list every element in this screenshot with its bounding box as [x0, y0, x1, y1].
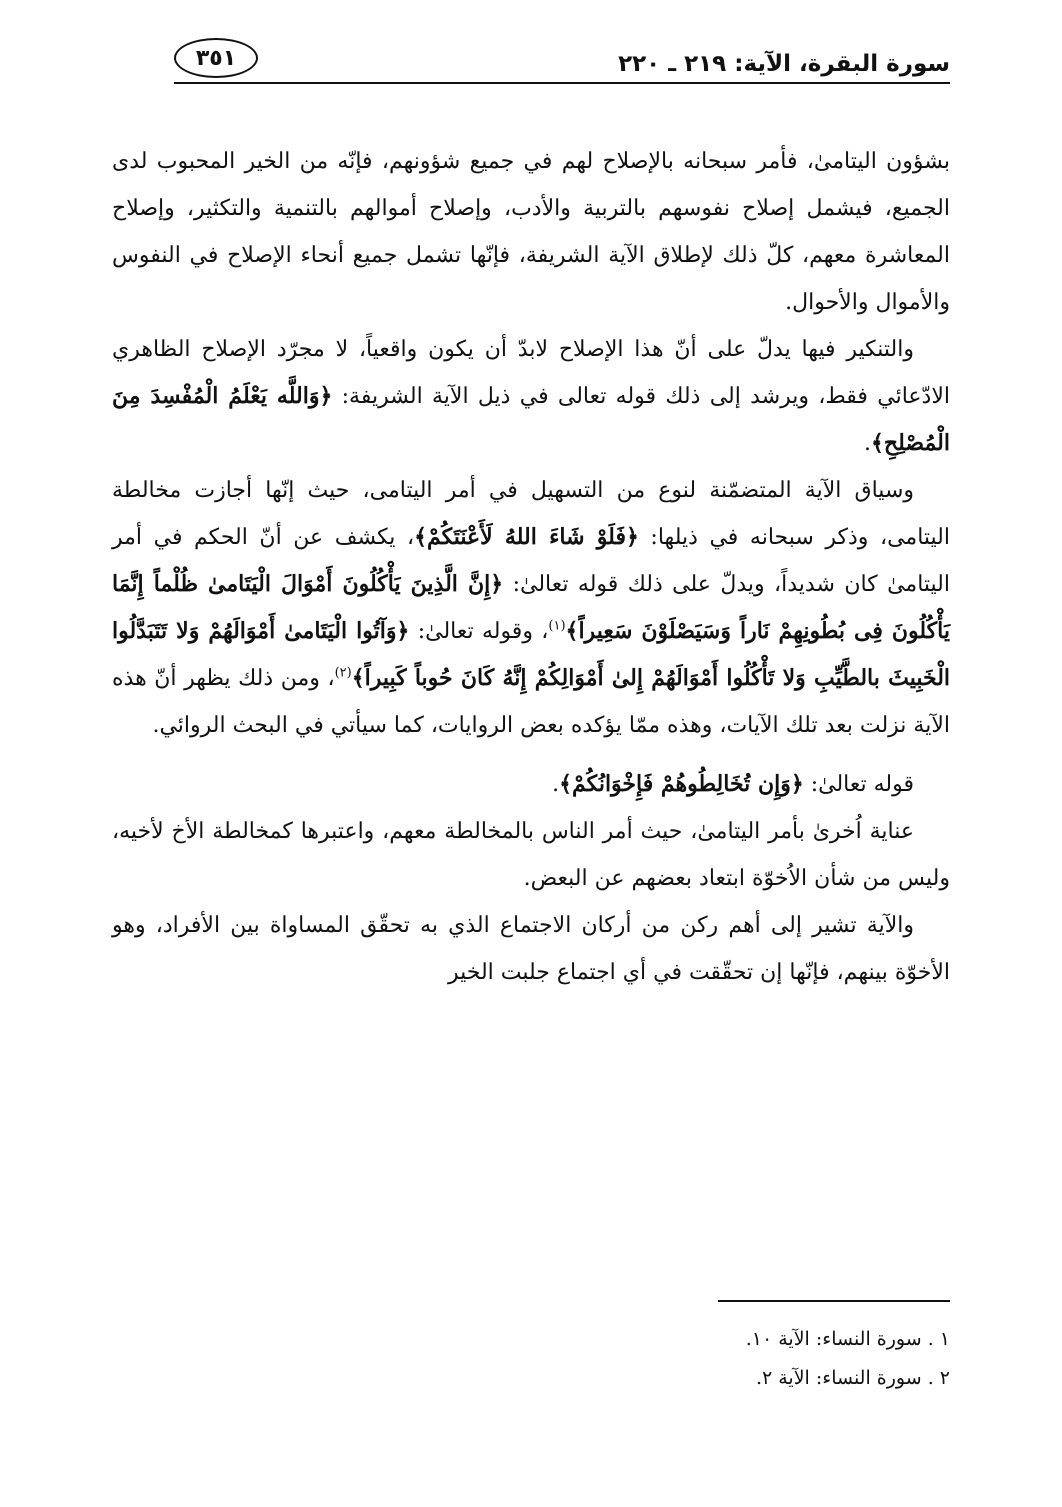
text-run: ، ومن ذلك يظهر أنّ هذه الآية نزلت بعد تلك الآيات، وهذه ممّا يؤكده بعض الروايات، كما سيأتي في البحث الروائي. [112, 666, 950, 738]
text-run: والآية تشير إلى أهم ركن من أركان الاجتماع الذي به تحقّق المساواة بين الأفراد، وهو الأخوّة بينهم، فإنّها إن تحقّقت في أي اجتماع جلبت الخير [112, 913, 950, 985]
paragraph [112, 902, 950, 996]
header-title: سورة البقرة، الآية: ٢١٩ ـ ٢٢٠ [618, 51, 950, 77]
paragraph [112, 808, 950, 902]
quran-verse: ﴿وَآتُوا الْيَتَامىٰ أَمْوَالَهُمْ وَلا تَتَبَدَّلُوا الْخَبِيثَ بالطَّيِّبِ وَلا تَأْكُلُوا أَمْوَالَهُمْ إِلىٰ أَمْوَالِكُمْ إِنَّهُ كَانَ حُوباً كَبِيراً﴾ [112, 618, 951, 691]
text-run: وسياق الآية المتضمّنة لنوع من التسهيل في أمر اليتامى، حيث إنّها أجازت مخالطة اليتامى، وذكر سبحانه في ذيلها: [112, 478, 950, 550]
text-run: بشؤون اليتامىٰ، فأمر سبحانه بالإصلاح لهم في جميع شؤونهم، فإنّه من الخير المحبوب لدى الجميع، فيشمل إصلاح نفوسهم بالتربية والأدب، وإصلاح أموالهم بالتنمية والتكثير، وإصلاح المعاشرة معهم، كلّ ذلك لإطلاق الآية الشريفة، فإنّها تشمل جميع أنحاء الإصلاح في النفوس والأموال والأحوال. [112, 149, 950, 315]
paragraph [112, 761, 950, 808]
page-number-badge: ٣٥١ [174, 38, 258, 78]
quran-verse: ﴿فَلَوْ شَاءَ اللهُ لَأَعْنَتَكُمْ﴾ [414, 524, 639, 550]
footnote-ref: (١) [548, 618, 566, 634]
footnote-1: ١ . سورة النساء: الآية ١٠. [745, 1328, 950, 1350]
footnote-divider [718, 1300, 950, 1302]
footnote-ref: (٢) [334, 665, 352, 681]
footnotes [112, 1320, 950, 1398]
paragraph [112, 467, 950, 749]
text-run: . [552, 772, 560, 797]
text-run: والتنكير فيها يدلّ على أنّ هذا الإصلاح لابدّ أن يكون واقعياً، لا مجرّد الإصلاح الظاهري الادّعائي فقط، ويرشد إلى ذلك قوله تعالى في ذيل الآية الشريفة: [112, 337, 950, 409]
text-run: ، وقوله تعالىٰ: [409, 619, 549, 644]
text-run: ، يكشف عن أنّ الحكم في أمر اليتامىٰ كان شديداً، ويدلّ على ذلك قوله تعالىٰ: [112, 525, 950, 597]
header-divider [174, 82, 950, 84]
quran-verse: ﴿إِنَّ الَّذِينَ يَأْكُلُونَ أَمْوَالَ الْيَتَامىٰ ظُلْماً إِنَّمَا يَأْكُلُونَ فِى بُطُونِهِمْ نَاراً وَسَيَصْلَوْنَ سَعِيراً﴾ [112, 571, 950, 644]
text-run: عناية اُخرىٰ بأمر اليتامىٰ، حيث أمر الناس بالمخالطة معهم، واعتبرها كمخالطة الأخ لأخيه، وليس من شأن الاُخوّة ابتعاد بعضهم عن البعض. [112, 819, 950, 891]
paragraph [112, 138, 950, 326]
footnote-2: ٢ . سورة النساء: الآية ٢. [755, 1367, 950, 1389]
quran-verse: ﴿وَاللَّه يَعْلَمُ الْمُفْسِدَ مِنَ الْمُصْلِحِ﴾ [112, 383, 950, 456]
text-run: . [864, 431, 871, 456]
body-text [112, 138, 950, 996]
paragraph [112, 326, 950, 467]
quran-verse: ﴿وَإِن تُخَالِطُوهُمْ فَإِخْوَانُكُمْ﴾ [559, 771, 804, 797]
text-run: قوله تعالىٰ: [803, 772, 914, 797]
